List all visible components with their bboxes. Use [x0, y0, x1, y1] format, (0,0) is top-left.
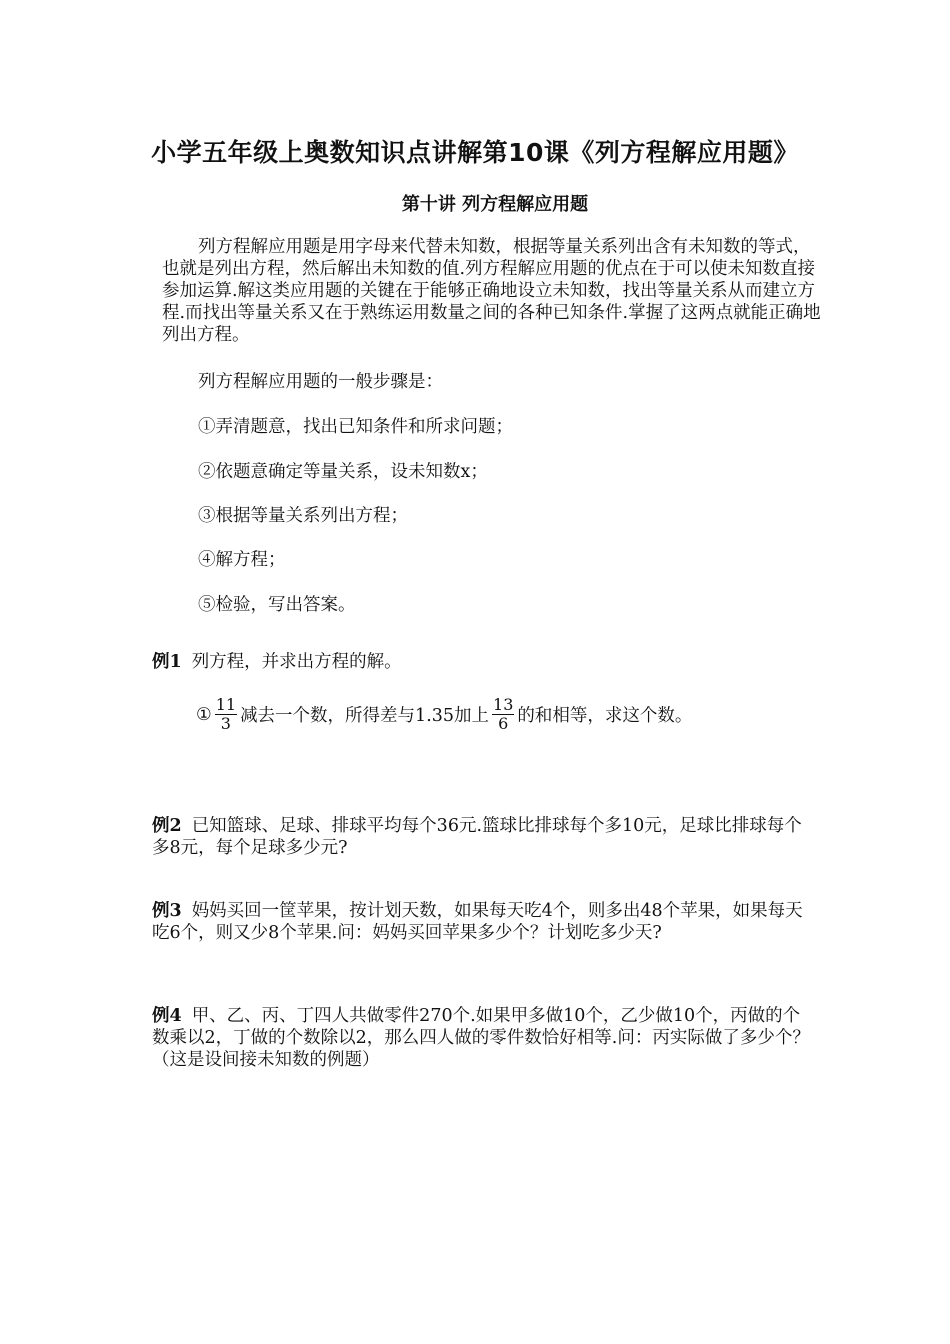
- fraction-eleven-thirds: [215, 696, 237, 733]
- fraction-numerator: 11: [215, 695, 237, 714]
- page-title: 小学五年级上奥数知识点讲解第10课《列方程解应用题》: [151, 138, 799, 167]
- example-label: 例4: [152, 1006, 182, 1026]
- example-4: [152, 1005, 812, 1071]
- problem-text-a: 减去一个数，所得差与1.35加上: [240, 706, 490, 726]
- intro-paragraph: 列方程解应用题是用字母来代替未知数，根据等量关系列出含有未知数的等式，也就是列出方程，然后解出未知数的值.列方程解应用题的优点在于可以使未知数直接参加运算.解这类应用题的关键在于能够正确地设立未知数，找出等量关系从而建立方程.而找出等量关系又在于熟练运用数量之间的各种已知条件.掌握了这两点就能正确地列出方程。: [162, 237, 821, 345]
- problem-text-b: 的和相等，求这个数。: [517, 706, 693, 726]
- example-label: 例2: [152, 816, 182, 836]
- step-2: ②依题意确定等量关系，设未知数x；: [198, 462, 488, 482]
- example-text: 已知篮球、足球、排球平均每个36元.篮球比排球每个多10元，足球比排球每个多8元，每个足球多少元?: [152, 816, 802, 858]
- example-1-problem: [196, 696, 692, 733]
- step-1: ①弄清题意，找出已知条件和所求问题；: [198, 417, 513, 437]
- example-label: 例1: [152, 652, 182, 672]
- example-text: 列方程，并求出方程的解。: [191, 652, 402, 672]
- step-3: ③根据等量关系列出方程；: [198, 506, 408, 526]
- circled-number: ①: [196, 704, 212, 725]
- section-title: 第十讲 列方程解应用题: [401, 194, 589, 215]
- step-4: ④解方程；: [198, 550, 286, 570]
- example-text: 甲、乙、丙、丁四人共做零件270个.如果甲多做10个，乙少做10个，丙做的个数乘以2，丁做的个数除以2，那么四人做的零件数恰好相等.问：丙实际做了多少个？（这是设间接未知数的例题）: [152, 1006, 810, 1070]
- fraction-denominator: 6: [498, 714, 509, 733]
- example-1: [152, 651, 812, 673]
- example-label: 例3: [152, 901, 182, 921]
- fraction-denominator: 3: [220, 714, 231, 733]
- fraction-numerator: 13: [493, 695, 514, 714]
- steps-heading: 列方程解应用题的一般步骤是：: [198, 372, 443, 392]
- example-2: [152, 815, 812, 859]
- example-text: 妈妈买回一筐苹果，按计划天数，如果每天吃4个，则多出48个苹果，如果每天吃6个，则又少8个苹果.问：妈妈买回苹果多少个？计划吃多少天?: [152, 901, 803, 943]
- step-5: ⑤检验，写出答案。: [198, 595, 356, 615]
- example-3: [152, 900, 812, 944]
- fraction-thirteen-sixths: [492, 696, 514, 733]
